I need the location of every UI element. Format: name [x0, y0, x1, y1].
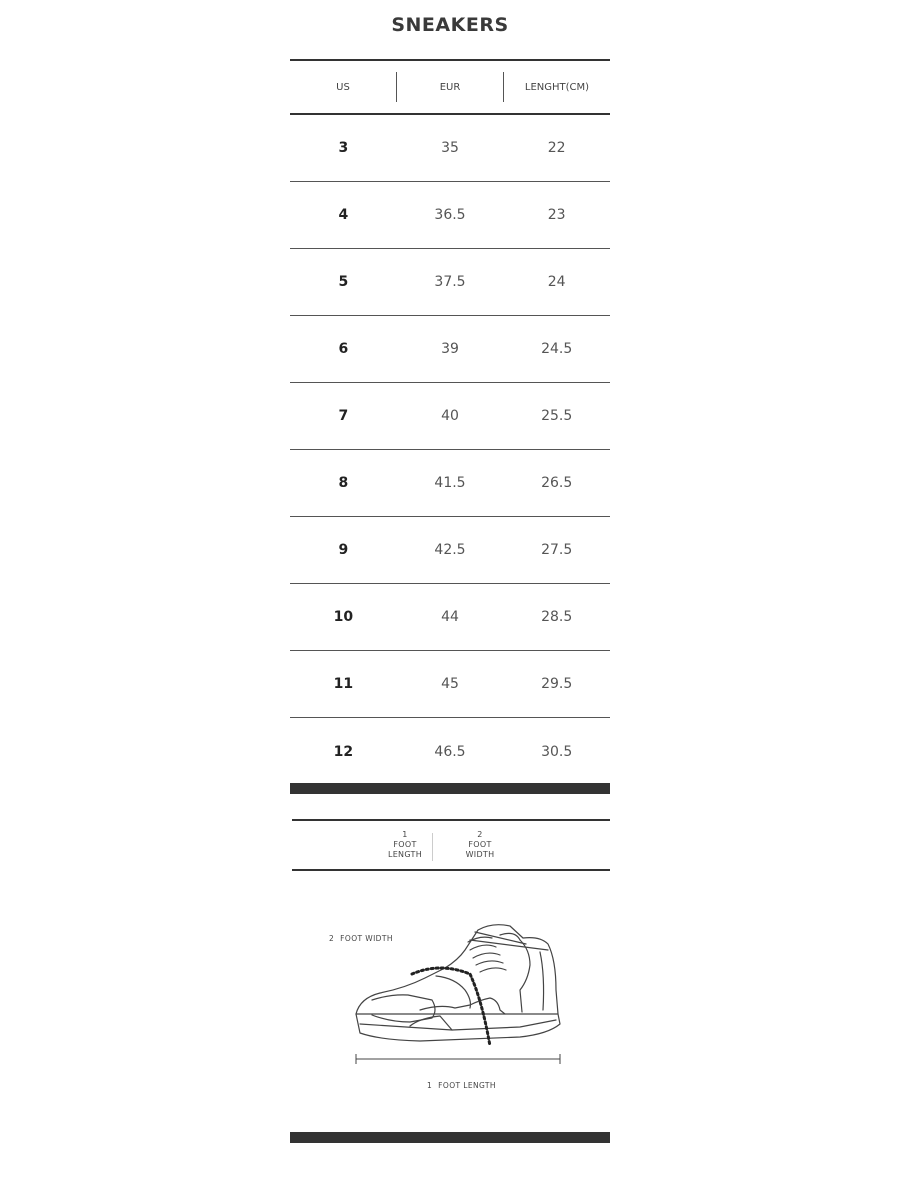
legend-foot-length: 1 FOOT LENGTH [387, 830, 423, 859]
cell-eur: 39 [441, 341, 459, 357]
cell-length: 25.5 [541, 408, 573, 424]
cell-us: 3 [338, 140, 349, 156]
foot-width-label: 2 FOOT WIDTH [329, 934, 393, 943]
cell-eur: 46.5 [434, 743, 466, 760]
page-title: SNEAKERS [391, 14, 509, 36]
cell-eur: 36.5 [434, 207, 466, 223]
cell-eur: 37.5 [434, 274, 466, 290]
cell-length: 26.5 [541, 475, 573, 491]
cell-us: 10 [333, 609, 354, 625]
cell-length: 24.5 [541, 341, 573, 357]
cell-length: 27.5 [541, 542, 573, 558]
cell-us: 4 [338, 207, 349, 223]
cell-eur: 41.5 [434, 475, 466, 491]
cell-length: 29.5 [541, 676, 573, 692]
cell-eur: 45 [441, 676, 459, 692]
cell-us: 11 [333, 676, 354, 692]
cell-length: 24 [547, 274, 566, 290]
cell-us: 9 [338, 542, 349, 558]
header-length: LENGHT(CM) [524, 81, 590, 93]
header-eur: EUR [439, 81, 461, 93]
cell-eur: 40 [441, 408, 459, 424]
foot-length-label: 1 FOOT LENGTH [427, 1081, 496, 1090]
cell-length: 30.5 [541, 743, 573, 760]
cell-eur: 42.5 [434, 542, 466, 558]
cell-us: 7 [338, 408, 349, 424]
cell-eur: 44 [441, 609, 459, 625]
bottom-bar [290, 1132, 610, 1143]
cell-length: 22 [547, 140, 566, 156]
cell-us: 12 [333, 743, 354, 760]
cell-eur: 35 [441, 140, 459, 156]
header-us: US [336, 81, 350, 93]
cell-us: 6 [338, 341, 349, 357]
cell-length: 23 [547, 207, 566, 223]
cell-length: 28.5 [541, 609, 573, 625]
cell-us: 8 [338, 475, 349, 491]
legend-foot-width: 2 FOOT WIDTH [465, 830, 495, 859]
cell-us: 5 [338, 274, 349, 290]
